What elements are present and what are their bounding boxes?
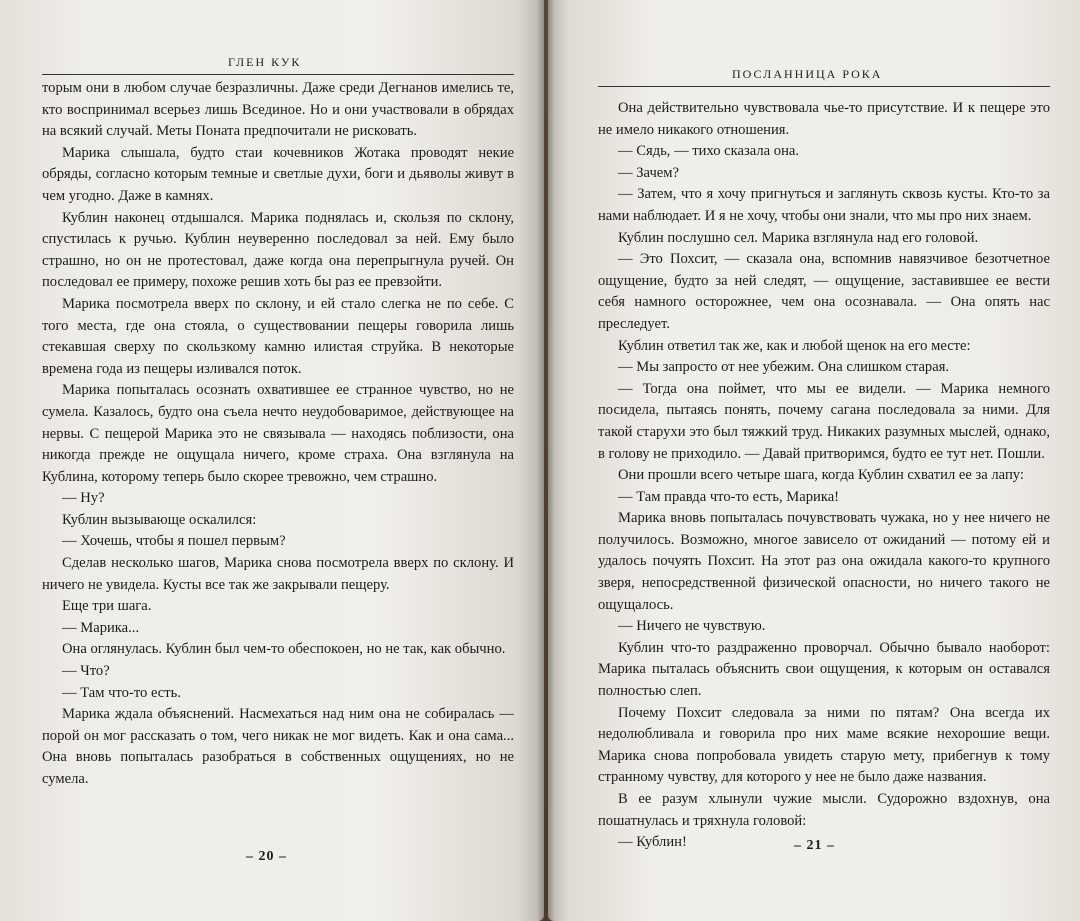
paragraph: Они прошли всего четыре шага, когда Кублин схватил ее за лапу: — [618, 467, 1024, 484]
paragraph: — Это Похсит, — сказала она, вспомнив навязчивое безотчетное ощущение, будто за ней следят, — ощущение, заставившее ее вести себя намного осторожнее, чем она осознавала. — Она опять нас преследует. — [598, 251, 1050, 332]
paragraph: — Мы запросто от нее убежим. Она слишком старая. — [618, 359, 950, 376]
paragraph: — Зачем? — [618, 164, 679, 181]
paragraph: — Кублин! — [618, 834, 687, 851]
paragraph: Еще три шага. — [62, 598, 152, 615]
left-page-text — [42, 78, 514, 791]
paragraph: Марика вновь попыталась почувствовать чужака, но у нее ничего не получилось. Возможно, многое зависело от ожиданий — потому ей и удалось почуять Похсит. На этот раз она ожидала какого-то крупного зверя, непосредственной физической опасности, но ничего такого не ощущалось. — [598, 510, 1050, 613]
paragraph: Она действительно чувствовала чье-то присутствие. И к пещере это не имело никакого отношения. — [598, 100, 1050, 138]
paragraph: — Ну? — [62, 490, 105, 507]
paragraph: — Хочешь, чтобы я пошел первым? — [62, 533, 286, 550]
paragraph: Кублин вызывающе оскалился: — [62, 511, 257, 528]
paragraph: — Марика... — [62, 619, 140, 636]
paragraph: — Тогда она поймет, что мы ее видели. — Марика немного посидела, пытаясь понять, почему сагана последовала за ними. Для такой старухи это был тяжкий труд. Никаких разумных мыслей, однако, в голову не приходило. — Давай притворимся, будто ее тут нет. Пошли. — [598, 380, 1050, 462]
paragraph: — Что? — [62, 663, 110, 680]
paragraph: Марика посмотрела вверх по склону, и ей стало слегка не по себе. С того места, где она стояла, о существовании пещеры говорила лишь стекавшая сверху по скользкому камню илистая струйка. В некоторые времена года из пещеры изливался поток. — [42, 295, 514, 377]
paragraph: Марика слышала, будто стаи кочевников Жотака проводят некие обряды, согласно которым темные и светлые духи, боги и дьяволы живут в чем угодно. Даже в камнях. — [42, 144, 514, 204]
running-head-right: ПОСЛАННИЦА РОКА — [732, 67, 883, 81]
paragraph: Кублин ответил так же, как и любой щенок на его месте: — [618, 337, 971, 354]
header-rule-left — [42, 74, 514, 75]
paragraph: — Ничего не чувствую. — [618, 618, 766, 635]
paragraph: Кублин что-то раздраженно проворчал. Обычно бывало наоборот: Марика пыталась объяснить свои ощущения, к которым он оставался полностью слеп. — [598, 639, 1050, 700]
paragraph: — Сядь, — тихо сказала она. — [618, 143, 800, 160]
right-page-text — [598, 98, 1050, 854]
paragraph: Марика попыталась осознать охватившее ее странное чувство, но не сумела. Казалось, будто она съела нечто неудобоваримое, действующее на нервы. С пещерой Марика это не связывала — находясь поблизости, она никогда прежде не ощущала ничего, кроме страха. Она взглянула на Кублина, которому теперь было скорее тревожно, чем страшно. — [42, 382, 514, 485]
paragraph: Она оглянулась. Кублин был чем-то обеспокоен, но не так, как обычно. — [62, 641, 506, 658]
paragraph: — Затем, что я хочу пригнуться и заглянуть сквозь кусты. Кто-то за нами наблюдает. И я не хочу, чтобы они знали, что мы про них знаем. — [598, 186, 1050, 224]
paragraph: — Там правда что-то есть, Марика! — [618, 488, 840, 505]
paragraph: Марика ждала объяснений. Насмехаться над ним она не собиралась — порой он мог рассказать о том, чего никак не мог видеть. Как и она сама... Она вновь попыталась разобраться в собственных ощущениях, но не сумела. — [42, 706, 514, 787]
right-page — [548, 0, 1080, 921]
paragraph: Сделав несколько шагов, Марика снова посмотрела вверх по склону. И ничего не увидела. Кусты все так же закрывали пещеру. — [42, 555, 514, 593]
page-number-right: – 21 – — [794, 838, 835, 853]
page-number-left: – 20 – — [246, 849, 287, 864]
paragraph: торым они в любом случае безразличны. Даже среди Дегнанов имелись те, кто воспринимал всерьез лишь Всединое. Но и они участвовали в обрядах на всякий случай. Меты Поната предпочитали не рисковать. — [42, 80, 514, 140]
paragraph: Кублин послушно сел. Марика взглянула над его головой. — [618, 229, 979, 246]
paragraph: — Там что-то есть. — [62, 684, 181, 701]
paragraph: В ее разум хлынули чужие мысли. Судорожно вздохнув, она пошатнулась и тряхнула головой: — [598, 791, 1050, 829]
paragraph: Почему Похсит следовала за ними по пятам? Она всегда их недолюбливала и говорила про них маме всякие нехорошие вещи. Марика снова попробовала увидеть старую мету, прибегнув к тому странному чувству, для которого у нее не было даже названия. — [598, 704, 1050, 786]
running-head-left: ГЛЕН КУК — [228, 55, 302, 69]
book-gutter — [537, 0, 555, 921]
header-rule-right — [598, 86, 1050, 87]
paragraph: Кублин наконец отдышался. Марика поднялась и, скользя по склону, спустилась к ручью. Кублин неуверенно последовал за ней. Ему было страшно, но он не протестовал, даже когда она перепрыгнула ручей. Он последовал ее примеру, похоже решив хоть бы раз ее превзойти. — [42, 209, 514, 291]
